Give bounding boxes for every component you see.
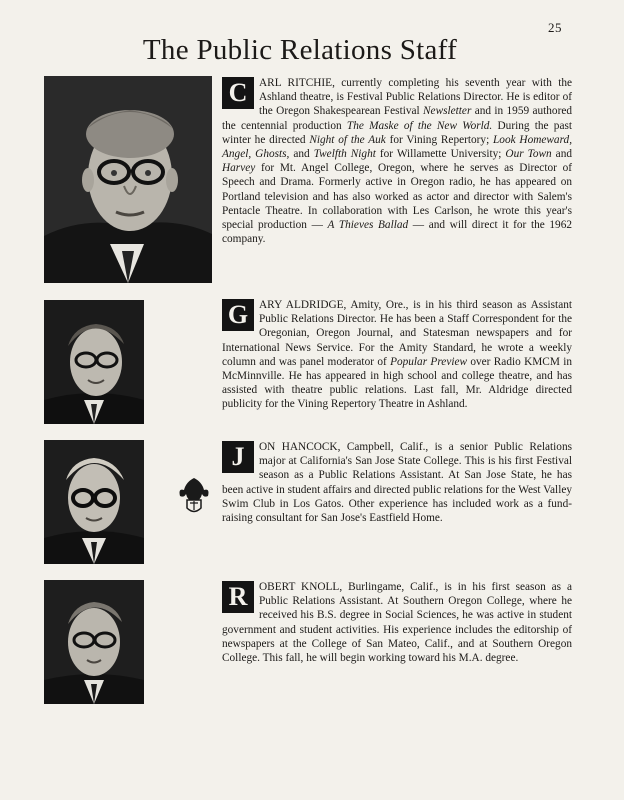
portrait-photo-hancock: [44, 440, 144, 564]
dropcap: C: [222, 77, 254, 109]
italic-title-text: A Thieves Ballad: [327, 219, 409, 232]
bio-knoll: [222, 580, 572, 665]
italic-title-text: The Maske of the New World.: [346, 119, 493, 132]
italic-title-text: Look Homeward, Angel, Ghosts,: [222, 133, 573, 161]
italic-title-text: Night of the Auk: [309, 133, 386, 146]
bio-text: and: [289, 148, 314, 161]
bio-ritchie: [222, 76, 572, 246]
dropcap: R: [222, 581, 254, 613]
bio-text: for Mt. Angel College, Oregon, where he serves as Director of Speech and Drama. Formerly active in Oregon radio, he has appeared on Portland television and has also worked as actor and director with Salem's Pentacle Theatre. In collaboration with Les Carlson, he wrote this year's special production —: [222, 162, 572, 232]
page-title: The Public Relations Staff: [142, 34, 458, 66]
bio-text: ON HANCOCK, Campbell, Calif., is a senior Public Relations major at California's San Jose State College. This is his first Festival season as a Public Relations Assistant. At San Jose State, he has been active in student affairs and directed public relations for the West Valley Swim Club in Los Gatos. Other experience has included work as a fund-raising consultant for San Jose's Eastfield Home.: [222, 441, 572, 525]
italic-title-text: Twelfth Night: [313, 148, 376, 161]
bio-text: ARL RITCHIE, currently completing his seventh year with the Ashland theatre, is Festival Public Relations Director. He is editor of the Oregon Shakespearean Festival: [259, 77, 572, 118]
page-number: 25: [548, 20, 562, 35]
bio-text: — and will direct it for the 1962 company.: [222, 219, 572, 246]
dropcap: J: [222, 441, 254, 473]
bio-text: and in 1959 authored the centennial production: [222, 105, 572, 132]
bio-text: ARY ALDRIDGE, Amity, Ore., is in his third season as Assistant Public Relations Director. He has been a Staff Correspondent for the Oregonian, Oregon Journal, and Statesman newspapers and for International News Service. For the Amity Standard, he wrote a weekly column and was panel moderator of: [222, 299, 572, 368]
italic-title-text: Our Town: [505, 148, 552, 161]
bio-hancock: [222, 440, 572, 525]
bio-text: During the past winter he directed: [222, 119, 572, 146]
dropcap: G: [222, 299, 254, 331]
portrait-photo-aldridge: [44, 300, 144, 424]
bio-text: over Radio KMCM in McMinnville. He has appeared in high school and college theatre, and has assisted with theatre public relations. Last fall, Mr. Aldridge directed publicity for the Vining Repertory Theatre in Ashland.: [222, 355, 572, 411]
italic-title-text: Newsletter: [423, 105, 472, 118]
crest-ornament-icon: [176, 476, 212, 516]
bio-aldridge: [222, 298, 572, 412]
portrait-photo-knoll: [44, 580, 144, 704]
bio-text: OBERT KNOLL, Burlingame, Calif., is in his first season as a Public Relations Assistant. At Southern Oregon College, where he received his B.S. degree in Social Sciences, he was active in student government and student activities. His experience includes the editorship of newspapers at the College of San Mateo, Calif., and at Southern Oregon College. This fall, he will begin working toward his M.A. degree.: [222, 581, 572, 665]
bio-text: and: [551, 148, 572, 161]
bio-text: for Willamette University;: [375, 148, 506, 161]
italic-title-text: Popular Preview: [390, 355, 468, 368]
bio-text: for Vining Repertory;: [385, 133, 494, 146]
portrait-photo-ritchie: [44, 76, 212, 283]
italic-title-text: Harvey: [222, 162, 256, 175]
